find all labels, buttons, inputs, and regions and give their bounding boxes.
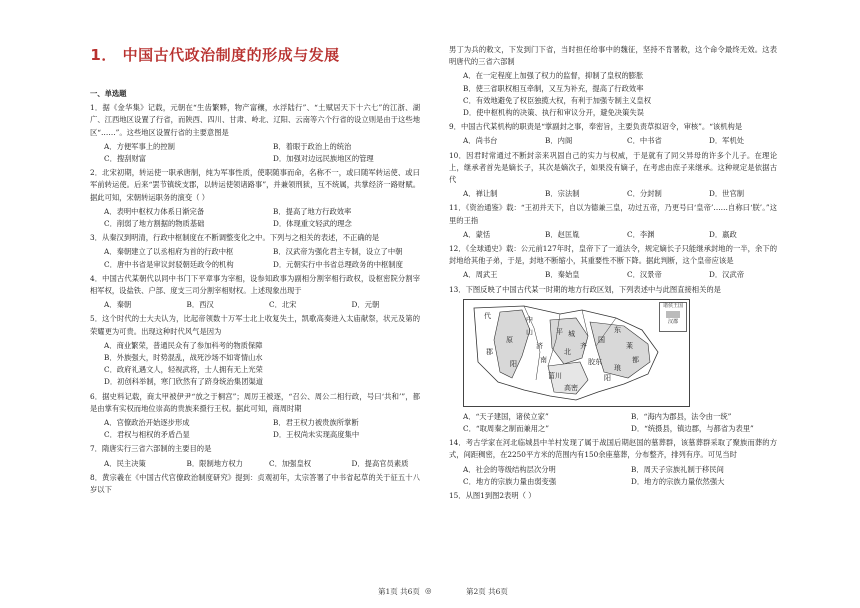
option: B．使三省职权相互牵制，又互为补充，提高了行政效率 bbox=[463, 83, 644, 93]
option: B．汉武帝为强化君主专制，设立了中朝 bbox=[273, 247, 403, 257]
option: D．元朝 bbox=[351, 300, 380, 310]
option: B．着眼于政治上的统治 bbox=[273, 141, 352, 151]
option: A．商业繁荣，普通民众有了参加科考的物质保障 bbox=[104, 340, 263, 350]
map-label: 山 bbox=[526, 327, 533, 336]
option: A．蒙恬 bbox=[463, 229, 491, 239]
option: B．“海内为郡县，法令由一统” bbox=[631, 411, 732, 421]
question-stem: 6．据史料记载，商太甲被伊尹“放之于桐宫”；周厉王被逐，“召公、周公二相行政，号曰‘共和’”，都是由掌有实权而地位崇高的贵族来摄行王权。据此可知，商周时期 bbox=[90, 391, 420, 413]
question-stem: 12．《全球通史》载：公元前127年时，皇帝下了一道法令，规定嫡长子只能继承封地的一半，余下的封地给其他子弟，于是，封地不断缩小，其重要性不断下降。据此判断，这个皇帝应该是 bbox=[449, 244, 777, 266]
option: C．北宋 bbox=[269, 300, 297, 310]
option: D．嬴政 bbox=[709, 229, 737, 239]
option: C．地方的宗族力量由弱变强 bbox=[463, 476, 557, 486]
question-options bbox=[449, 229, 777, 241]
question-stem: 5．这个时代的士大夫认为，比起帝领数十万军士北上收复失土，凯歌高奏进入太庙献祭，状元及第的荣耀更为可贵。出现这种时代风气是因为 bbox=[90, 314, 420, 336]
option: C．政府礼遇文人，轻视武将，士人拥有无上光荣 bbox=[104, 365, 263, 375]
option: B．西汉 bbox=[186, 300, 214, 310]
question-options bbox=[449, 70, 777, 119]
option: A．秦朝 bbox=[104, 300, 132, 310]
option: C．有效地避免了权臣独揽大权，有利于加强专制主义皇权 bbox=[463, 95, 652, 105]
option: B．宗法制 bbox=[545, 189, 580, 199]
page-number-right: 第2页 共6页 bbox=[466, 587, 508, 596]
legend-label: 汉郡 bbox=[667, 318, 678, 325]
option: A．秦朝建立了以丞相府为首的行政中枢 bbox=[104, 247, 234, 257]
map-label: 郡 bbox=[486, 347, 493, 356]
option: D．王权尚未实现高度集中 bbox=[273, 430, 360, 440]
right-page bbox=[430, 0, 860, 608]
option: A．官僚政治开始逐步形成 bbox=[104, 418, 190, 428]
question-stem: 2．北宋初期，转运使一职承唐制，纯为军事性质，使职随事而命，名称不一，或曰随军转运使、或曰军前转运使。后来“罢节镇统支郡，以转运使领诸路事”，并兼领刑狱，互不统属，共掌经济一路财赋。据此可知，宋朝转运职务的演变（ ） bbox=[90, 168, 420, 202]
option: A．“天子建国，诸侯立家” bbox=[463, 411, 549, 421]
option: D．军机处 bbox=[709, 136, 745, 146]
option: B．周天子宗族礼制于移民间 bbox=[631, 464, 724, 474]
map-figure bbox=[463, 299, 690, 407]
map-label: 齐 bbox=[580, 341, 587, 350]
option: B．秦始皇 bbox=[545, 270, 580, 280]
question-options bbox=[449, 135, 777, 147]
map-label: 南 bbox=[540, 355, 547, 364]
option: C．加强皇权 bbox=[269, 458, 312, 468]
question-stem: 3．从秦汉到明清，行政中枢制度在不断调整变化之中。下列与之相关的表述，不正确的是 bbox=[90, 233, 380, 243]
question-stem: 男丁为兵的敕文，下发到门下省，当时担任给事中的魏征，坚持不肯署敕，这个命令最终无效。这表明唐代的三省六部制 bbox=[449, 45, 777, 67]
question-stem: 8．黄宗羲在《中国古代官僚政治制度研究》提到：贞观初年，太宗答署了中书省起草的关于征五十八岁以下 bbox=[90, 472, 420, 495]
option: D．提高官员素质 bbox=[351, 458, 409, 468]
question-options bbox=[449, 269, 777, 281]
map-label: 平 bbox=[556, 327, 563, 336]
map-label: 阳 bbox=[604, 373, 611, 382]
map-label: 琅 bbox=[614, 363, 621, 372]
option: D．初创科举制，寒门欣然有了跻身统治集团渠道 bbox=[104, 377, 264, 387]
option: B．限制地方权力 bbox=[186, 458, 243, 468]
right-column bbox=[449, 44, 777, 504]
q13-options bbox=[449, 411, 777, 435]
option: C．“取周秦之制而兼用之” bbox=[463, 424, 550, 434]
legend-swatch bbox=[666, 311, 680, 318]
option: B．内阁 bbox=[545, 136, 573, 146]
map-legend bbox=[659, 302, 687, 332]
option: C．中书省 bbox=[627, 136, 662, 146]
question-stem: 10．因君时常通过不断封亲来巩固自己的实力与权威，于是就有了同父异母的许多个儿子。在理论上，继承者首先是嫡长子，其次是嫡次子，如果没有嫡子，在考虑由庶子来继承。这种规定是依据古代 bbox=[449, 150, 777, 185]
section-heading: 一、单选题 bbox=[90, 89, 127, 98]
option: D．世官制 bbox=[709, 189, 745, 199]
option: A．民主决策 bbox=[104, 458, 146, 468]
option: A．尚书台 bbox=[463, 136, 498, 146]
question-stem: 15．从图1到图2表明（ ） bbox=[449, 491, 536, 501]
map-label: 城 bbox=[568, 329, 575, 338]
question-stem: 13．下图反映了中国古代某一时期的地方行政区划，下列表述中与此图直接相关的是 bbox=[449, 284, 721, 294]
option: B．外族强大，时势混乱，战死沙场不如寄情山水 bbox=[104, 353, 263, 363]
question-options bbox=[90, 458, 420, 470]
option: A．禅让制 bbox=[463, 189, 498, 199]
map-label: 济 bbox=[536, 341, 543, 350]
option: C．汉景帝 bbox=[627, 270, 662, 280]
option: C．君权与相权的矛盾凸显 bbox=[104, 430, 190, 440]
page-number-left: 第1页 共6页 bbox=[378, 587, 420, 596]
option: A．方便军事上的控制 bbox=[104, 141, 175, 151]
map-label: 胶东 bbox=[588, 357, 602, 366]
binding-mark: ◎ bbox=[425, 586, 432, 595]
option: C．削弱了地方割据的物质基础 bbox=[104, 219, 205, 229]
option: A．表明中枢权力体系日渐完备 bbox=[104, 206, 205, 216]
map-label: 东 bbox=[614, 325, 621, 334]
map-label: 高密 bbox=[564, 383, 578, 392]
option: C．唐中书省是审议封驳朝廷政令的机构 bbox=[104, 259, 234, 269]
option: D．加强对边远民族地区的管理 bbox=[273, 154, 374, 164]
question-options bbox=[90, 246, 420, 270]
question-options bbox=[90, 299, 420, 311]
option: C．分封制 bbox=[627, 189, 662, 199]
option: C．搜刮财富 bbox=[104, 154, 147, 164]
left-column bbox=[90, 88, 420, 498]
option: D．汉武帝 bbox=[709, 270, 745, 280]
page-title: 1． 中国古代政治制度的形成与发展 bbox=[90, 46, 340, 64]
option: B．赵匡胤 bbox=[545, 229, 580, 239]
question-stem: 11．《资治通鉴》载：“王初并天下，自以为德兼三皇，功过五帝，乃更号曰‘皇帝’……自称曰‘朕’。”这里的王指 bbox=[449, 203, 777, 225]
option: D．“统摄县，镇边郡，与都省为表里” bbox=[631, 424, 754, 434]
option: C．李渊 bbox=[627, 229, 655, 239]
right-question-list bbox=[449, 44, 777, 296]
question-options bbox=[90, 206, 420, 230]
question-options bbox=[90, 141, 420, 165]
map-label: 原 bbox=[506, 335, 513, 344]
map-label: 国 bbox=[598, 335, 605, 344]
option: A．在一定程度上加强了权力的监督，抑制了皇权的膨胀 bbox=[463, 71, 644, 81]
question-stem: 9．中国古代某机构的职责是“掌副封之事，奉密旨，主要负责草拟诏令，审核”。“该机构是 bbox=[449, 122, 743, 132]
legend-label: 诸侯王国 bbox=[662, 302, 683, 309]
map-label: 菑川 bbox=[548, 371, 562, 380]
map-label: 都 bbox=[632, 355, 639, 364]
question-options bbox=[90, 417, 420, 441]
map-label: 莱 bbox=[626, 341, 633, 350]
option: D．地方的宗族力量依然强大 bbox=[631, 476, 725, 486]
option: D．使中枢机构的决策、执行和审议分开，避免决策失误 bbox=[463, 108, 644, 118]
map-label: 代 bbox=[484, 311, 491, 320]
question-stem: 4．中国古代某朝代以同中书门下平章事为宰相，设参知政事为副相分割宰相行政权，设枢密院分割宰相军权，设盐铁、户部、度支三司分割宰相财权。上述现象出现于 bbox=[90, 273, 420, 296]
option: B．提高了地方行政效率 bbox=[273, 206, 352, 216]
question-options bbox=[449, 188, 777, 200]
map-label: 中 bbox=[526, 315, 533, 324]
question-stem: 7．隋唐实行三省六部制的主要目的是 bbox=[90, 444, 212, 454]
map-label: 北 bbox=[564, 347, 571, 356]
left-question-list bbox=[90, 102, 420, 496]
question-options bbox=[90, 340, 420, 389]
option: A．社会的等级结构层次分明 bbox=[463, 464, 556, 474]
option: B．君王权力被贵族所掌断 bbox=[273, 418, 359, 428]
option: D．元朝实行中书省总理政务的中枢制度 bbox=[273, 259, 403, 269]
question-stem: 14．考古学家在河北临城县中羊村发现了属于战国后期赵国的墓葬群，该墓葬群采取了聚族而葬的方式，间距稠密，在2250平方米的范围内有150余座墓葬，分布整齐，排列有序。可见当时 bbox=[449, 438, 777, 460]
option: D．体现重文轻武的理念 bbox=[273, 219, 352, 229]
q14-options bbox=[449, 464, 777, 488]
question-stem: 1．据《金华集》记载，元朝在“生齿繁夥，物产富穰，水浮陆行”、“土赋居天下十六七”的江浙、湖广、江西地区设置了行省，而陕西、四川、甘肃、岭北、辽阳、云南等六个行省的设立则是由于这些地区“……”。这些地区设置行省的主要意图是 bbox=[90, 103, 420, 137]
option: A．周武王 bbox=[463, 270, 498, 280]
map-label: 阳 bbox=[510, 359, 517, 368]
